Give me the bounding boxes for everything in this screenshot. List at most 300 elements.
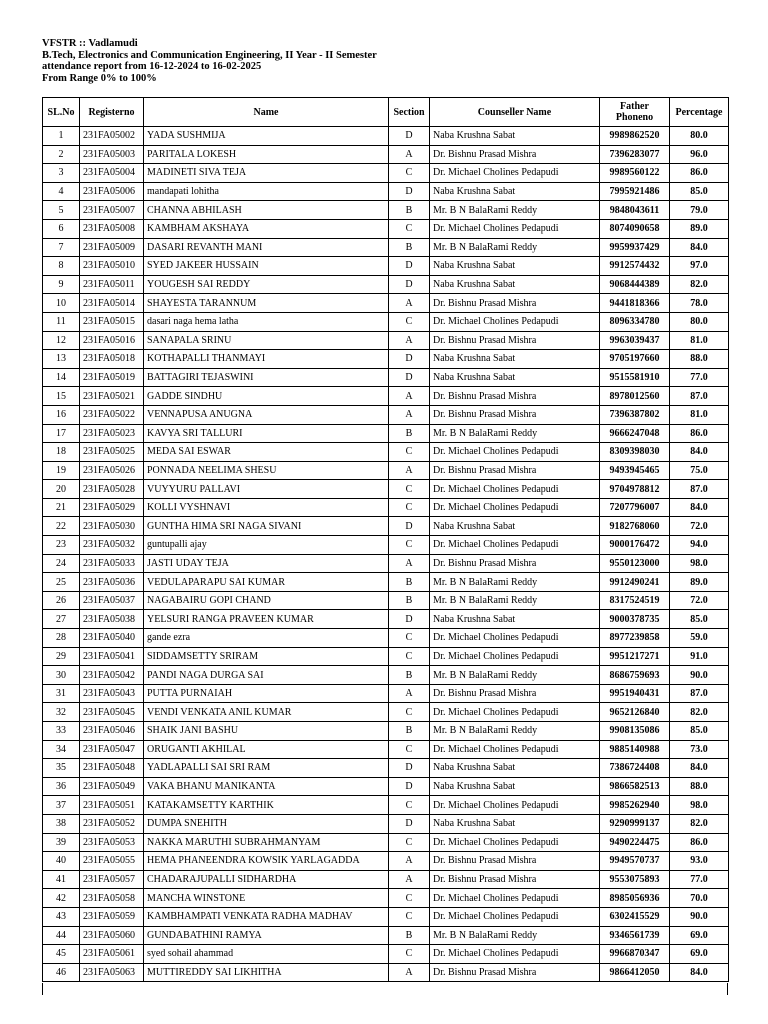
table-continuation-right — [727, 983, 729, 995]
counseller-cell: Dr. Michael Cholines Pedapudi — [430, 833, 600, 852]
section-cell: C — [389, 443, 430, 462]
registerno-cell: 231FA05006 — [80, 182, 144, 201]
phone-cell: 7396387802 — [600, 405, 670, 424]
counseller-cell: Dr. Michael Cholines Pedapudi — [430, 945, 600, 964]
registerno-cell: 231FA05021 — [80, 387, 144, 406]
section-cell: C — [389, 945, 430, 964]
phone-cell: 8317524519 — [600, 591, 670, 610]
name-cell: DASARI REVANTH MANI — [144, 238, 389, 257]
percentage-cell: 72.0 — [670, 517, 729, 536]
section-cell: A — [389, 405, 430, 424]
percentage-cell: 72.0 — [670, 591, 729, 610]
counseller-cell: Naba Krushna Sabat — [430, 182, 600, 201]
table-row — [43, 945, 729, 964]
counseller-cell: Dr. Michael Cholines Pedapudi — [430, 796, 600, 815]
counseller-cell: Dr. Bishnu Prasad Mishra — [430, 294, 600, 313]
percentage-cell: 89.0 — [670, 219, 729, 238]
phone-cell: 9885140988 — [600, 740, 670, 759]
name-cell: CHANNA ABHILASH — [144, 201, 389, 220]
counseller-cell: Naba Krushna Sabat — [430, 610, 600, 629]
phone-cell: 9951217271 — [600, 647, 670, 666]
registerno-cell: 231FA05060 — [80, 926, 144, 945]
table-row — [43, 498, 729, 517]
percentage-cell: 85.0 — [670, 610, 729, 629]
registerno-cell: 231FA05057 — [80, 870, 144, 889]
counseller-cell: Dr. Michael Cholines Pedapudi — [430, 740, 600, 759]
section-cell: C — [389, 164, 430, 183]
percentage-cell: 82.0 — [670, 814, 729, 833]
section-cell: B — [389, 591, 430, 610]
percentage-cell: 69.0 — [670, 945, 729, 964]
percentage-cell: 81.0 — [670, 331, 729, 350]
name-cell: YADA SUSHMIJA — [144, 127, 389, 146]
name-cell: SANAPALA SRINU — [144, 331, 389, 350]
sl-cell: 3 — [43, 164, 80, 183]
phone-cell: 9989560122 — [600, 164, 670, 183]
sl-cell: 23 — [43, 536, 80, 555]
percentage-cell: 73.0 — [670, 740, 729, 759]
name-cell: PARITALA LOKESH — [144, 145, 389, 164]
percentage-cell: 86.0 — [670, 424, 729, 443]
phone-cell: 8686759693 — [600, 666, 670, 685]
name-cell: MEDA SAI ESWAR — [144, 443, 389, 462]
section-cell: C — [389, 498, 430, 517]
section-cell: D — [389, 777, 430, 796]
table-row — [43, 722, 729, 741]
registerno-cell: 231FA05011 — [80, 275, 144, 294]
registerno-cell: 231FA05030 — [80, 517, 144, 536]
section-cell: B — [389, 238, 430, 257]
counseller-cell: Dr. Michael Cholines Pedapudi — [430, 536, 600, 555]
counseller-cell: Mr. B N BalaRami Reddy — [430, 238, 600, 257]
counseller-cell: Naba Krushna Sabat — [430, 759, 600, 778]
section-cell: C — [389, 740, 430, 759]
table-row — [43, 703, 729, 722]
registerno-cell: 231FA05015 — [80, 312, 144, 331]
table-row — [43, 443, 729, 462]
table-row — [43, 275, 729, 294]
percentage-cell: 94.0 — [670, 536, 729, 555]
counseller-cell: Dr. Michael Cholines Pedapudi — [430, 647, 600, 666]
name-cell: DUMPA SNEHITH — [144, 814, 389, 833]
phone-cell: 9949570737 — [600, 852, 670, 871]
table-row — [43, 368, 729, 387]
phone-cell: 8074090658 — [600, 219, 670, 238]
col-header-sl: SL.No — [43, 98, 80, 127]
counseller-cell: Dr. Michael Cholines Pedapudi — [430, 907, 600, 926]
percentage-cell: 79.0 — [670, 201, 729, 220]
section-cell: C — [389, 480, 430, 499]
col-header-section: Section — [389, 98, 430, 127]
registerno-cell: 231FA05009 — [80, 238, 144, 257]
section-cell: D — [389, 759, 430, 778]
counseller-cell: Dr. Bishnu Prasad Mishra — [430, 145, 600, 164]
registerno-cell: 231FA05004 — [80, 164, 144, 183]
percentage-cell: 97.0 — [670, 257, 729, 276]
section-cell: A — [389, 387, 430, 406]
table-row — [43, 852, 729, 871]
percentage-cell: 90.0 — [670, 666, 729, 685]
counseller-cell: Naba Krushna Sabat — [430, 517, 600, 536]
name-cell: MADINETI SIVA TEJA — [144, 164, 389, 183]
percentage-cell: 98.0 — [670, 796, 729, 815]
name-cell: SYED JAKEER HUSSAIN — [144, 257, 389, 276]
name-cell: PANDI NAGA DURGA SAI — [144, 666, 389, 685]
percentage-cell: 96.0 — [670, 145, 729, 164]
name-cell: GADDE SINDHU — [144, 387, 389, 406]
section-cell: B — [389, 424, 430, 443]
registerno-cell: 231FA05023 — [80, 424, 144, 443]
sl-cell: 14 — [43, 368, 80, 387]
phone-cell: 9068444389 — [600, 275, 670, 294]
registerno-cell: 231FA05029 — [80, 498, 144, 517]
table-row — [43, 312, 729, 331]
table-row — [43, 629, 729, 648]
sl-cell: 6 — [43, 219, 80, 238]
sl-cell: 13 — [43, 350, 80, 369]
counseller-cell: Dr. Bishnu Prasad Mishra — [430, 461, 600, 480]
section-cell: C — [389, 647, 430, 666]
counseller-cell: Mr. B N BalaRami Reddy — [430, 666, 600, 685]
section-cell: D — [389, 350, 430, 369]
phone-cell: 9182768060 — [600, 517, 670, 536]
percentage-cell: 88.0 — [670, 350, 729, 369]
registerno-cell: 231FA05048 — [80, 759, 144, 778]
section-cell: A — [389, 461, 430, 480]
phone-cell: 9959937429 — [600, 238, 670, 257]
table-row — [43, 294, 729, 313]
sl-cell: 17 — [43, 424, 80, 443]
name-cell: gande ezra — [144, 629, 389, 648]
section-cell: C — [389, 889, 430, 908]
registerno-cell: 231FA05032 — [80, 536, 144, 555]
table-row — [43, 926, 729, 945]
name-cell: VUYYURU PALLAVI — [144, 480, 389, 499]
percentage-cell: 77.0 — [670, 870, 729, 889]
sl-cell: 10 — [43, 294, 80, 313]
counseller-cell: Naba Krushna Sabat — [430, 777, 600, 796]
report-date-range: attendance report from 16-12-2024 to 16-02-2025 — [42, 61, 262, 73]
percentage-cell: 93.0 — [670, 852, 729, 871]
sl-cell: 46 — [43, 963, 80, 982]
counseller-cell: Dr. Bishnu Prasad Mishra — [430, 331, 600, 350]
counseller-cell: Mr. B N BalaRami Reddy — [430, 201, 600, 220]
name-cell: dasari naga hema latha — [144, 312, 389, 331]
percentage-cell: 90.0 — [670, 907, 729, 926]
section-cell: B — [389, 573, 430, 592]
section-cell: A — [389, 963, 430, 982]
percentage-cell: 59.0 — [670, 629, 729, 648]
registerno-cell: 231FA05010 — [80, 257, 144, 276]
table-row — [43, 814, 729, 833]
counseller-cell: Dr. Bishnu Prasad Mishra — [430, 963, 600, 982]
col-header-name: Name — [144, 98, 389, 127]
sl-cell: 2 — [43, 145, 80, 164]
section-cell: B — [389, 926, 430, 945]
sl-cell: 38 — [43, 814, 80, 833]
sl-cell: 44 — [43, 926, 80, 945]
registerno-cell: 231FA05036 — [80, 573, 144, 592]
name-cell: VENNAPUSA ANUGNA — [144, 405, 389, 424]
phone-cell: 9985262940 — [600, 796, 670, 815]
phone-cell: 9908135086 — [600, 722, 670, 741]
registerno-cell: 231FA05052 — [80, 814, 144, 833]
section-cell: A — [389, 852, 430, 871]
table-row — [43, 164, 729, 183]
table-row — [43, 796, 729, 815]
phone-cell: 7386724408 — [600, 759, 670, 778]
section-cell: D — [389, 517, 430, 536]
name-cell: SHAIK JANI BASHU — [144, 722, 389, 741]
counseller-cell: Naba Krushna Sabat — [430, 275, 600, 294]
counseller-cell: Dr. Michael Cholines Pedapudi — [430, 164, 600, 183]
name-cell: syed sohail ahammad — [144, 945, 389, 964]
phone-cell: 9346561739 — [600, 926, 670, 945]
name-cell: YADLAPALLI SAI SRI RAM — [144, 759, 389, 778]
percentage-cell: 84.0 — [670, 238, 729, 257]
percentage-cell: 80.0 — [670, 312, 729, 331]
phone-cell: 8309398030 — [600, 443, 670, 462]
table-row — [43, 536, 729, 555]
sl-cell: 1 — [43, 127, 80, 146]
phone-cell: 9704978812 — [600, 480, 670, 499]
section-cell: C — [389, 703, 430, 722]
percentage-cell: 88.0 — [670, 777, 729, 796]
registerno-cell: 231FA05025 — [80, 443, 144, 462]
sl-cell: 5 — [43, 201, 80, 220]
table-row — [43, 201, 729, 220]
section-cell: B — [389, 666, 430, 685]
sl-cell: 42 — [43, 889, 80, 908]
sl-cell: 9 — [43, 275, 80, 294]
sl-cell: 39 — [43, 833, 80, 852]
sl-cell: 35 — [43, 759, 80, 778]
table-row — [43, 219, 729, 238]
table-row — [43, 517, 729, 536]
percentage-cell: 77.0 — [670, 368, 729, 387]
phone-cell: 9989862520 — [600, 127, 670, 146]
name-cell: PONNADA NEELIMA SHESU — [144, 461, 389, 480]
phone-cell: 9848043611 — [600, 201, 670, 220]
percentage-cell: 87.0 — [670, 684, 729, 703]
table-row — [43, 387, 729, 406]
section-cell: C — [389, 536, 430, 555]
phone-cell: 8985056936 — [600, 889, 670, 908]
name-cell: MANCHA WINSTONE — [144, 889, 389, 908]
sl-cell: 32 — [43, 703, 80, 722]
section-cell: D — [389, 127, 430, 146]
table-row — [43, 331, 729, 350]
registerno-cell: 231FA05002 — [80, 127, 144, 146]
section-cell: C — [389, 312, 430, 331]
section-cell: D — [389, 610, 430, 629]
percentage-cell: 87.0 — [670, 387, 729, 406]
sl-cell: 33 — [43, 722, 80, 741]
table-row — [43, 461, 729, 480]
table-row — [43, 759, 729, 778]
sl-cell: 29 — [43, 647, 80, 666]
registerno-cell: 231FA05045 — [80, 703, 144, 722]
counseller-cell: Dr. Michael Cholines Pedapudi — [430, 629, 600, 648]
percentage-cell: 82.0 — [670, 703, 729, 722]
name-cell: VEDULAPARAPU SAI KUMAR — [144, 573, 389, 592]
sl-cell: 21 — [43, 498, 80, 517]
name-cell: KATAKAMSETTY KARTHIK — [144, 796, 389, 815]
sl-cell: 4 — [43, 182, 80, 201]
counseller-cell: Naba Krushna Sabat — [430, 127, 600, 146]
registerno-cell: 231FA05033 — [80, 554, 144, 573]
table-continuation-left — [42, 983, 44, 995]
counseller-cell: Dr. Bishnu Prasad Mishra — [430, 387, 600, 406]
counseller-cell: Naba Krushna Sabat — [430, 257, 600, 276]
sl-cell: 28 — [43, 629, 80, 648]
counseller-cell: Mr. B N BalaRami Reddy — [430, 424, 600, 443]
percentage-cell: 78.0 — [670, 294, 729, 313]
counseller-cell: Naba Krushna Sabat — [430, 350, 600, 369]
sl-cell: 12 — [43, 331, 80, 350]
phone-cell: 8977239858 — [600, 629, 670, 648]
section-cell: A — [389, 554, 430, 573]
sl-cell: 27 — [43, 610, 80, 629]
percentage-cell: 84.0 — [670, 759, 729, 778]
name-cell: VENDI VENKATA ANIL KUMAR — [144, 703, 389, 722]
percentage-cell: 84.0 — [670, 443, 729, 462]
phone-cell: 9490224475 — [600, 833, 670, 852]
name-cell: NAGABAIRU GOPI CHAND — [144, 591, 389, 610]
percentage-cell: 69.0 — [670, 926, 729, 945]
registerno-cell: 231FA05026 — [80, 461, 144, 480]
registerno-cell: 231FA05016 — [80, 331, 144, 350]
counseller-cell: Dr. Bishnu Prasad Mishra — [430, 870, 600, 889]
section-cell: C — [389, 907, 430, 926]
table-row — [43, 591, 729, 610]
phone-cell: 7995921486 — [600, 182, 670, 201]
percentage-cell: 86.0 — [670, 164, 729, 183]
registerno-cell: 231FA05046 — [80, 722, 144, 741]
sl-cell: 11 — [43, 312, 80, 331]
name-cell: KAMBHAM AKSHAYA — [144, 219, 389, 238]
table-row — [43, 889, 729, 908]
percentage-cell: 80.0 — [670, 127, 729, 146]
percentage-cell: 98.0 — [670, 554, 729, 573]
sl-cell: 16 — [43, 405, 80, 424]
registerno-cell: 231FA05014 — [80, 294, 144, 313]
registerno-cell: 231FA05055 — [80, 852, 144, 871]
col-header-phone-line1: Father — [620, 101, 649, 112]
sl-cell: 25 — [43, 573, 80, 592]
sl-cell: 43 — [43, 907, 80, 926]
table-row — [43, 127, 729, 146]
section-cell: C — [389, 833, 430, 852]
phone-cell: 9705197660 — [600, 350, 670, 369]
registerno-cell: 231FA05049 — [80, 777, 144, 796]
phone-cell: 9951940431 — [600, 684, 670, 703]
section-cell: A — [389, 870, 430, 889]
counseller-cell: Naba Krushna Sabat — [430, 368, 600, 387]
name-cell: YOUGESH SAI REDDY — [144, 275, 389, 294]
table-row — [43, 740, 729, 759]
section-cell: A — [389, 294, 430, 313]
counseller-cell: Dr. Michael Cholines Pedapudi — [430, 480, 600, 499]
name-cell: GUNTHA HIMA SRI NAGA SIVANI — [144, 517, 389, 536]
phone-cell: 7396283077 — [600, 145, 670, 164]
table-row — [43, 833, 729, 852]
name-cell: CHADARAJUPALLI SIDHARDHA — [144, 870, 389, 889]
sl-cell: 37 — [43, 796, 80, 815]
phone-cell: 8096334780 — [600, 312, 670, 331]
name-cell: MUTTIREDDY SAI LIKHITHA — [144, 963, 389, 982]
percentage-cell: 81.0 — [670, 405, 729, 424]
name-cell: KAMBHAMPATI VENKATA RADHA MADHAV — [144, 907, 389, 926]
sl-cell: 7 — [43, 238, 80, 257]
registerno-cell: 231FA05028 — [80, 480, 144, 499]
table-header-row — [43, 98, 729, 127]
name-cell: HEMA PHANEENDRA KOWSIK YARLAGADDA — [144, 852, 389, 871]
name-cell: ORUGANTI AKHILAL — [144, 740, 389, 759]
sl-cell: 15 — [43, 387, 80, 406]
counseller-cell: Dr. Bishnu Prasad Mishra — [430, 554, 600, 573]
table-row — [43, 182, 729, 201]
counseller-cell: Mr. B N BalaRami Reddy — [430, 722, 600, 741]
counseller-cell: Mr. B N BalaRami Reddy — [430, 591, 600, 610]
sl-cell: 34 — [43, 740, 80, 759]
name-cell: GUNDABATHINI RAMYA — [144, 926, 389, 945]
percentage-cell: 84.0 — [670, 963, 729, 982]
table-row — [43, 405, 729, 424]
phone-cell: 9290999137 — [600, 814, 670, 833]
registerno-cell: 231FA05008 — [80, 219, 144, 238]
name-cell: KOTHAPALLI THANMAYI — [144, 350, 389, 369]
sl-cell: 45 — [43, 945, 80, 964]
registerno-cell: 231FA05051 — [80, 796, 144, 815]
registerno-cell: 231FA05022 — [80, 405, 144, 424]
registerno-cell: 231FA05043 — [80, 684, 144, 703]
counseller-cell: Mr. B N BalaRami Reddy — [430, 926, 600, 945]
registerno-cell: 231FA05019 — [80, 368, 144, 387]
sl-cell: 26 — [43, 591, 80, 610]
phone-cell: 9652126840 — [600, 703, 670, 722]
counseller-cell: Dr. Bishnu Prasad Mishra — [430, 852, 600, 871]
col-header-phone-line2: Phoneno — [615, 112, 654, 123]
name-cell: KAVYA SRI TALLURI — [144, 424, 389, 443]
registerno-cell: 231FA05003 — [80, 145, 144, 164]
table-row — [43, 424, 729, 443]
table-row — [43, 238, 729, 257]
phone-cell: 9000378735 — [600, 610, 670, 629]
name-cell: KOLLI VYSHNAVI — [144, 498, 389, 517]
sl-cell: 20 — [43, 480, 80, 499]
section-cell: A — [389, 145, 430, 164]
phone-cell: 9000176472 — [600, 536, 670, 555]
section-cell: C — [389, 629, 430, 648]
table-row — [43, 870, 729, 889]
col-header-registerno: Registerno — [80, 98, 144, 127]
registerno-cell: 231FA05007 — [80, 201, 144, 220]
registerno-cell: 231FA05037 — [80, 591, 144, 610]
registerno-cell: 231FA05038 — [80, 610, 144, 629]
registerno-cell: 231FA05063 — [80, 963, 144, 982]
phone-cell: 9912574432 — [600, 257, 670, 276]
counseller-cell: Dr. Michael Cholines Pedapudi — [430, 219, 600, 238]
section-cell: D — [389, 257, 430, 276]
table-row — [43, 610, 729, 629]
section-cell: A — [389, 331, 430, 350]
sl-cell: 31 — [43, 684, 80, 703]
phone-cell: 9866582513 — [600, 777, 670, 796]
counseller-cell: Dr. Michael Cholines Pedapudi — [430, 703, 600, 722]
percentage-cell: 86.0 — [670, 833, 729, 852]
sl-cell: 8 — [43, 257, 80, 276]
